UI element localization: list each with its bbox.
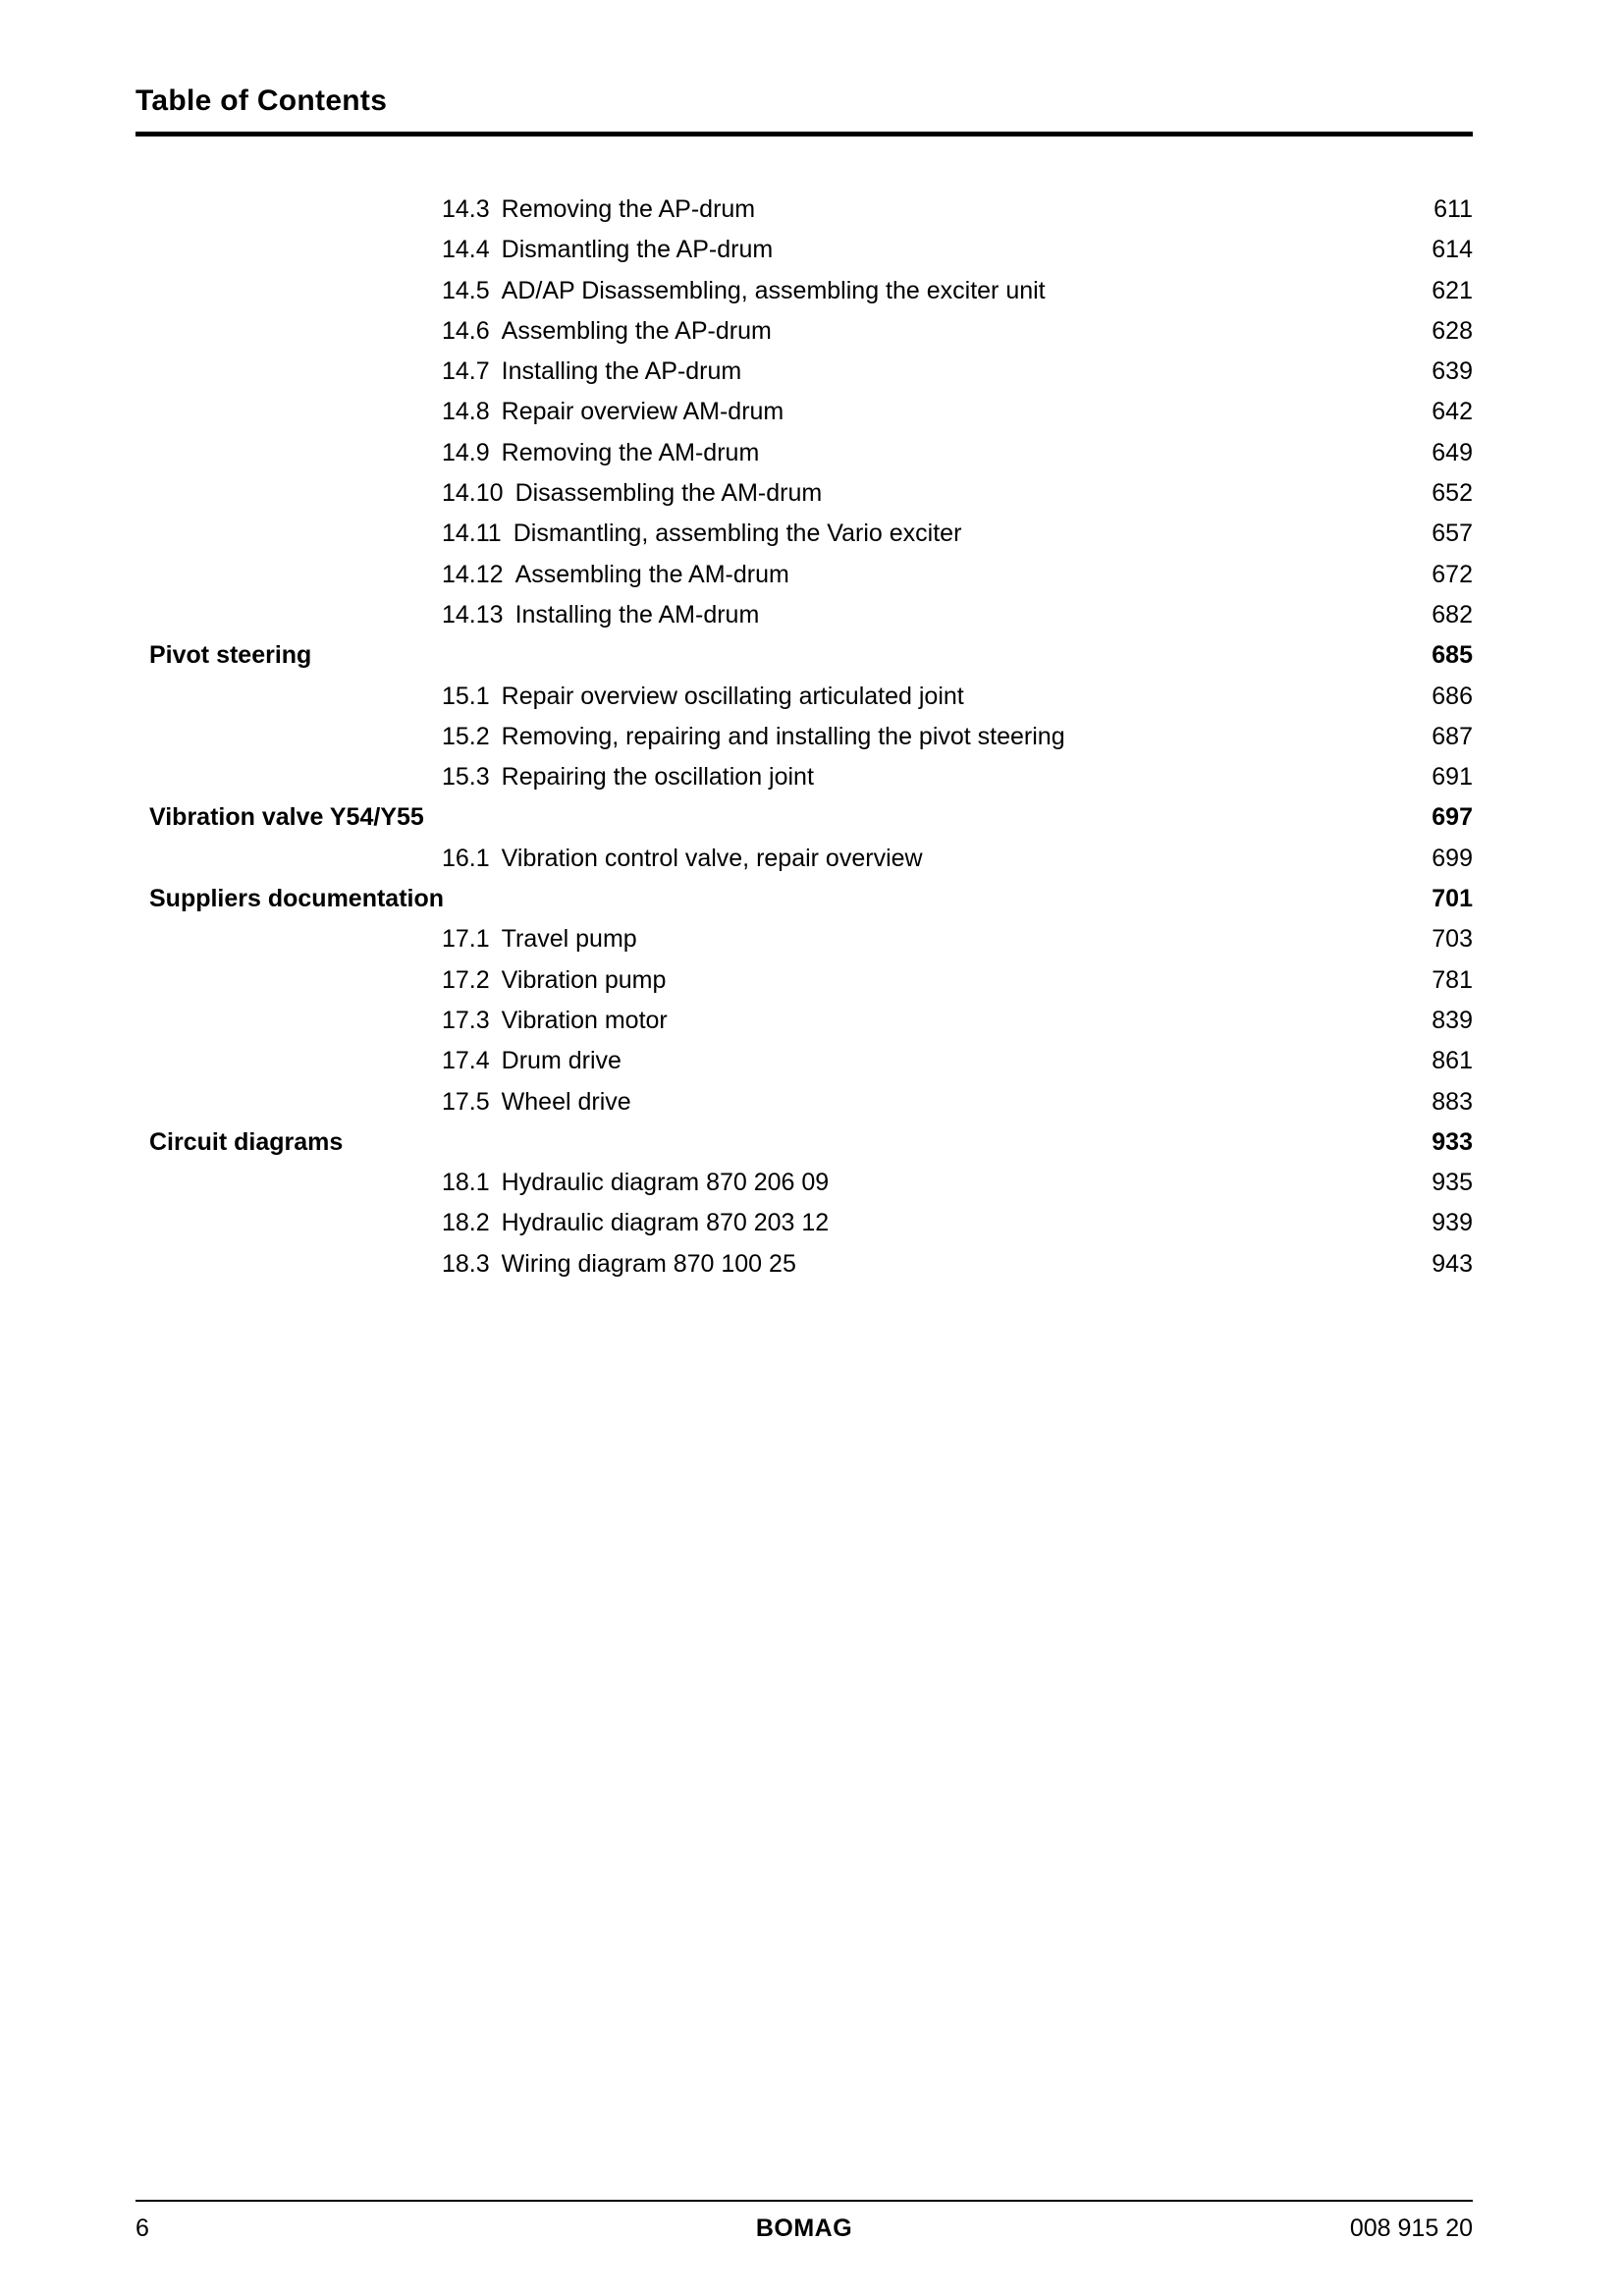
toc-entry-page: 657 (1432, 519, 1473, 548)
toc-entry-title: Assembling the AP-drum (501, 316, 772, 345)
toc-entry-title: Vibration control valve, repair overview (501, 844, 923, 872)
toc-entry-title: Removing the AP-drum (501, 195, 756, 223)
toc-entry-number: 15.1 (442, 682, 490, 710)
toc-entry-number: 15.3 (442, 763, 490, 792)
toc-entry-title: Disassembling the AM-drum (514, 479, 823, 508)
toc-entry-title: Drum drive (501, 1047, 622, 1075)
toc-entry-title: Suppliers documentation (149, 885, 445, 913)
toc-chapter-row (135, 797, 1473, 838)
toc-chapter-row (135, 1122, 1473, 1163)
toc-section-row (135, 595, 1473, 635)
toc-entry-page: 861 (1432, 1047, 1473, 1075)
toc-entry-title: Dismantling the AP-drum (501, 236, 774, 264)
toc-entry-title: Wheel drive (501, 1087, 631, 1116)
toc-list (135, 190, 1473, 1285)
toc-entry-title: Vibration motor (501, 1006, 668, 1034)
toc-entry-number: 17.4 (442, 1047, 490, 1075)
toc-section-row (135, 271, 1473, 311)
toc-section-row (135, 392, 1473, 432)
toc-entry-number: 14.7 (442, 357, 490, 386)
toc-entry-number: 14.6 (442, 316, 490, 345)
header-divider (135, 132, 1473, 137)
toc-entry-page: 685 (1432, 641, 1473, 670)
toc-entry-number: 14.4 (442, 236, 490, 264)
toc-entry-page: 939 (1432, 1209, 1473, 1237)
toc-entry-title: Assembling the AM-drum (514, 560, 789, 588)
toc-section-row (135, 514, 1473, 554)
toc-entry-page: 642 (1432, 398, 1473, 426)
toc-entry-number: 18.3 (442, 1249, 490, 1278)
toc-section-row (135, 919, 1473, 959)
toc-entry-number: 14.11 (442, 519, 502, 548)
toc-entry-number: 14.5 (442, 276, 490, 304)
toc-chapter-row (135, 879, 1473, 919)
toc-entry-page: 703 (1432, 925, 1473, 954)
footer-doc-number: 008 915 20 (1349, 2214, 1473, 2242)
toc-entry-title: Hydraulic diagram 870 203 12 (501, 1209, 830, 1237)
toc-entry-page: 611 (1433, 195, 1473, 223)
toc-section-row (135, 1001, 1473, 1041)
page-footer (135, 2200, 1473, 2244)
toc-entry-number: 17.1 (442, 925, 490, 954)
footer-brand: BOMAG (755, 2214, 853, 2242)
toc-entry-title: Repair overview AM-drum (501, 398, 784, 426)
toc-section-row (135, 473, 1473, 514)
toc-entry-page: 621 (1432, 276, 1473, 304)
toc-section-row (135, 352, 1473, 392)
toc-entry-page: 691 (1432, 763, 1473, 792)
toc-entry-page: 943 (1432, 1249, 1473, 1278)
toc-entry-number: 14.9 (442, 438, 490, 466)
toc-entry-title: Installing the AM-drum (514, 600, 760, 629)
toc-entry-title: Hydraulic diagram 870 206 09 (501, 1169, 830, 1197)
toc-entry-title: AD/AP Disassembling, assembling the exciter unit (501, 276, 1046, 304)
footer-row (135, 2214, 1473, 2244)
toc-entry-page: 697 (1432, 803, 1473, 832)
toc-entry-number: 18.2 (442, 1209, 490, 1237)
toc-entry-number: 14.8 (442, 398, 490, 426)
toc-entry-title: Repair overview oscillating articulated joint (501, 682, 964, 710)
toc-entry-number: 14.10 (442, 479, 504, 508)
toc-section-row (135, 839, 1473, 879)
toc-entry-page: 701 (1432, 885, 1473, 913)
toc-entry-number: 14.13 (442, 600, 504, 629)
toc-entry-number: 17.3 (442, 1006, 490, 1034)
toc-section-row (135, 190, 1473, 230)
toc-entry-page: 639 (1432, 357, 1473, 386)
footer-divider (135, 2200, 1473, 2202)
toc-section-row (135, 311, 1473, 352)
toc-entry-page: 686 (1432, 682, 1473, 710)
toc-entry-title: Wiring diagram 870 100 25 (501, 1249, 796, 1278)
toc-entry-title: Installing the AP-drum (501, 357, 742, 386)
toc-entry-page: 839 (1432, 1006, 1473, 1034)
toc-entry-title: Pivot steering (149, 641, 312, 670)
toc-section-row (135, 677, 1473, 717)
toc-entry-number: 14.3 (442, 195, 490, 223)
toc-section-row (135, 1163, 1473, 1203)
toc-entry-number: 15.2 (442, 722, 490, 750)
toc-entry-title: Dismantling, assembling the Vario exciter (513, 519, 962, 548)
toc-entry-number: 18.1 (442, 1169, 490, 1197)
toc-entry-number: 14.12 (442, 560, 504, 588)
toc-section-row (135, 230, 1473, 270)
toc-section-row (135, 555, 1473, 595)
toc-entry-number: 16.1 (442, 844, 490, 872)
toc-entry-page: 883 (1432, 1087, 1473, 1116)
toc-section-row (135, 757, 1473, 797)
toc-entry-title: Vibration pump (501, 965, 667, 994)
toc-entry-page: 781 (1432, 965, 1473, 994)
toc-chapter-row (135, 635, 1473, 676)
toc-entry-title: Removing, repairing and installing the pivot steering (501, 722, 1065, 750)
toc-entry-page: 935 (1432, 1169, 1473, 1197)
footer-page-number: 6 (135, 2214, 149, 2242)
toc-entry-page: 672 (1432, 560, 1473, 588)
toc-section-row (135, 1082, 1473, 1122)
toc-section-row (135, 1244, 1473, 1285)
toc-section-row (135, 1203, 1473, 1243)
toc-entry-page: 682 (1432, 600, 1473, 629)
toc-section-row (135, 1041, 1473, 1081)
toc-entry-page: 649 (1432, 438, 1473, 466)
toc-entry-page: 652 (1432, 479, 1473, 508)
toc-section-row (135, 717, 1473, 757)
toc-entry-title: Travel pump (501, 925, 637, 954)
toc-entry-page: 699 (1432, 844, 1473, 872)
toc-entry-title: Vibration valve Y54/Y55 (149, 803, 424, 832)
toc-entry-number: 17.2 (442, 965, 490, 994)
toc-entry-number: 17.5 (442, 1087, 490, 1116)
toc-entry-page: 628 (1432, 316, 1473, 345)
toc-entry-title: Circuit diagrams (149, 1127, 344, 1156)
toc-entry-title: Removing the AM-drum (501, 438, 760, 466)
page-title: Table of Contents (135, 84, 388, 117)
toc-section-row (135, 960, 1473, 1001)
toc-entry-title: Repairing the oscillation joint (501, 763, 814, 792)
toc-entry-page: 687 (1432, 722, 1473, 750)
toc-section-row (135, 433, 1473, 473)
toc-entry-page: 933 (1432, 1127, 1473, 1156)
toc-entry-page: 614 (1432, 236, 1473, 264)
